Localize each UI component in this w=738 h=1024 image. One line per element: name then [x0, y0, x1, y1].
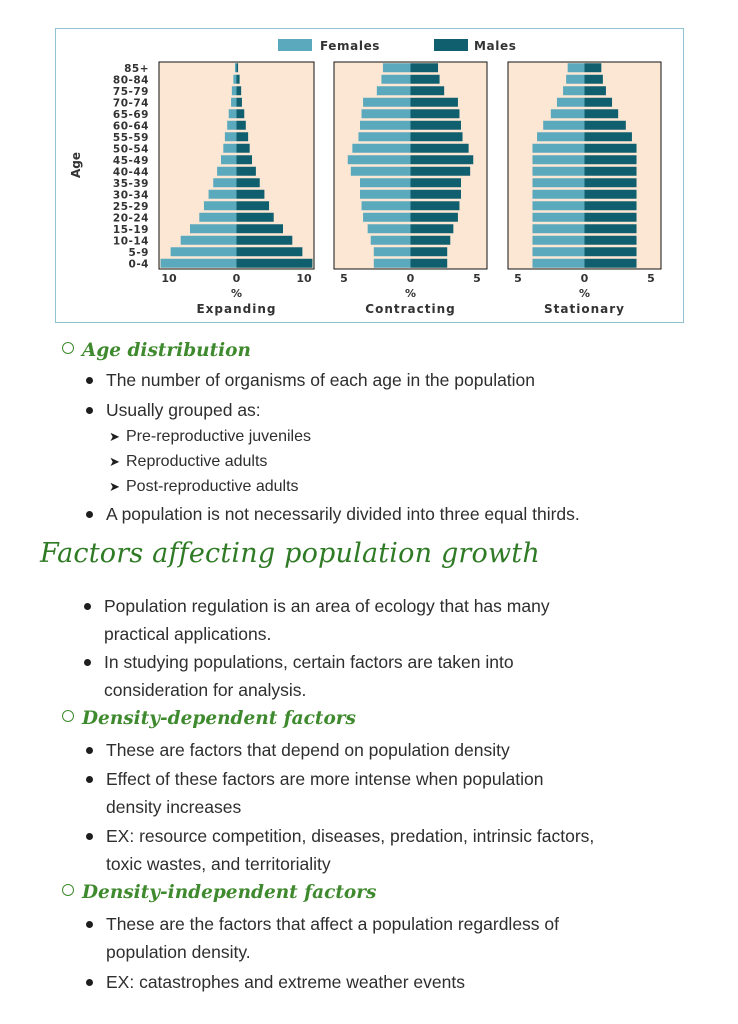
bar-males — [411, 201, 460, 210]
hollow-circle-icon — [62, 342, 74, 354]
bar-females — [363, 213, 410, 222]
bar-males — [237, 98, 242, 107]
bar-males — [411, 190, 461, 199]
bar-females — [532, 247, 584, 256]
bar-males — [237, 236, 293, 245]
bar-females — [209, 190, 237, 199]
bar-females — [358, 132, 410, 141]
x-tick-label: 5 — [340, 272, 348, 285]
bar-females — [171, 247, 237, 256]
population-pyramids-chart — [56, 29, 683, 322]
x-axis-unit: % — [230, 287, 243, 300]
bullet-dot-icon — [86, 407, 93, 414]
bullet-item: EX: catastrophes and extreme weather events — [106, 968, 465, 996]
y-tick-label: 25-29 — [112, 200, 149, 213]
bar-males — [585, 213, 637, 222]
bar-males — [237, 259, 313, 268]
bar-females — [537, 132, 584, 141]
bar-females — [221, 155, 237, 164]
density-dependent-heading: Density-dependent factors — [62, 708, 356, 729]
bar-females — [543, 121, 584, 130]
bar-females — [557, 98, 585, 107]
bullet-dot-icon — [84, 659, 91, 666]
legend-label: Males — [474, 39, 517, 53]
bullet-dot-icon — [86, 377, 93, 384]
bar-males — [585, 178, 637, 187]
bar-males — [411, 224, 454, 233]
bar-females — [161, 259, 237, 268]
bar-males — [411, 63, 439, 72]
y-tick-label: 60-64 — [112, 120, 149, 133]
bar-males — [237, 213, 274, 222]
bar-females — [204, 201, 237, 210]
bar-males — [237, 190, 265, 199]
bar-males — [237, 121, 246, 130]
bar-males — [411, 213, 458, 222]
bar-females — [360, 190, 410, 199]
y-tick-label: 65-69 — [112, 108, 149, 121]
bar-males — [237, 201, 270, 210]
bar-females — [368, 224, 411, 233]
bar-males — [411, 75, 440, 84]
bar-females — [532, 178, 584, 187]
y-tick-label: 5-9 — [128, 246, 149, 259]
bar-females — [532, 144, 584, 153]
bar-females — [348, 155, 411, 164]
bullet-dot-icon — [84, 603, 91, 610]
bar-females — [374, 247, 411, 256]
bullet-item: These are factors that depend on population density — [106, 736, 510, 764]
y-tick-label: 55-59 — [112, 131, 149, 144]
bar-males — [411, 236, 451, 245]
bullet-item: Population regulation is an area of ecology that has many practical applications. — [104, 592, 550, 648]
x-axis-unit: % — [404, 287, 417, 300]
bar-males — [237, 247, 303, 256]
age-distribution-heading: Age distribution — [62, 340, 251, 361]
bar-males — [411, 98, 458, 107]
bar-males — [585, 155, 637, 164]
arrow-item: ➤ Reproductive adults — [109, 453, 268, 470]
bar-females — [371, 236, 411, 245]
bar-females — [532, 167, 584, 176]
bar-females — [227, 121, 236, 130]
y-tick-label: 45-49 — [112, 154, 149, 167]
bar-females — [235, 63, 237, 72]
bullet-item: Usually grouped as: — [106, 396, 261, 424]
arrow-item: ➤ Post-reproductive adults — [109, 478, 299, 495]
bar-males — [411, 178, 461, 187]
bar-females — [362, 109, 411, 118]
arrowhead-icon: ➤ — [109, 429, 120, 444]
bar-males — [411, 155, 474, 164]
bullet-dot-icon — [86, 511, 93, 518]
bar-males — [411, 259, 448, 268]
arrowhead-icon: ➤ — [109, 454, 120, 469]
y-tick-label: 85+ — [124, 62, 149, 75]
bar-females — [532, 155, 584, 164]
x-axis-unit: % — [578, 287, 591, 300]
bar-males — [585, 259, 637, 268]
bar-females — [566, 75, 584, 84]
bar-females — [362, 201, 411, 210]
bar-males — [585, 201, 637, 210]
bar-males — [585, 144, 637, 153]
bar-females — [363, 98, 410, 107]
bar-females — [563, 86, 584, 95]
bullet-item: A population is not necessarily divided into three equal thirds. — [106, 500, 580, 528]
y-tick-label: 0-4 — [128, 258, 149, 271]
bar-males — [585, 190, 637, 199]
y-tick-label: 15-19 — [112, 223, 149, 236]
bar-males — [411, 247, 448, 256]
panel-title: Contracting — [365, 302, 456, 316]
bar-males — [585, 98, 613, 107]
bullet-dot-icon — [86, 921, 93, 928]
bar-females — [225, 132, 237, 141]
section-title: Factors affecting population growth — [40, 538, 540, 569]
x-tick-label: 5 — [647, 272, 655, 285]
bar-females — [532, 224, 584, 233]
bar-males — [237, 63, 239, 72]
x-tick-label: 10 — [161, 272, 177, 285]
bar-females — [374, 259, 411, 268]
bar-males — [237, 224, 284, 233]
arrow-item: ➤ Pre-reproductive juveniles — [109, 428, 311, 445]
bar-females — [352, 144, 410, 153]
bar-females — [532, 201, 584, 210]
bar-females — [181, 236, 237, 245]
bar-males — [237, 86, 242, 95]
bar-males — [585, 86, 606, 95]
bar-males — [585, 109, 619, 118]
hollow-circle-icon — [62, 710, 74, 722]
arrowhead-icon: ➤ — [109, 479, 120, 494]
y-tick-label: 75-79 — [112, 85, 149, 98]
bar-females — [351, 167, 411, 176]
bar-females — [532, 213, 584, 222]
bar-males — [237, 155, 253, 164]
bar-males — [585, 75, 603, 84]
bullet-item: EX: resource competition, diseases, predation, intrinsic factors, toxic wastes, and territoriality — [106, 822, 594, 878]
bullet-dot-icon — [86, 747, 93, 754]
bar-males — [585, 236, 637, 245]
bar-females — [377, 86, 411, 95]
bar-males — [411, 86, 445, 95]
bar-males — [237, 167, 256, 176]
bar-females — [360, 121, 410, 130]
bar-females — [532, 259, 584, 268]
y-tick-label: 70-74 — [112, 97, 149, 110]
bar-males — [411, 121, 461, 130]
bar-females — [232, 86, 237, 95]
bar-females — [190, 224, 237, 233]
bar-males — [411, 144, 469, 153]
y-axis-label: Age — [69, 151, 83, 179]
bar-males — [411, 132, 463, 141]
bar-males — [237, 132, 249, 141]
bullet-item: Effect of these factors are more intense when population density increases — [106, 765, 543, 821]
bar-males — [585, 247, 637, 256]
bullet-item: These are the factors that affect a population regardless of population density. — [106, 910, 559, 966]
bar-males — [585, 167, 637, 176]
x-tick-label: 0 — [232, 272, 241, 285]
bar-females — [217, 167, 236, 176]
legend-swatch-males — [434, 39, 468, 51]
bar-males — [585, 121, 626, 130]
bar-males — [237, 75, 240, 84]
x-tick-label: 0 — [580, 272, 589, 285]
bar-females — [381, 75, 410, 84]
bar-males — [411, 109, 460, 118]
bar-males — [411, 167, 471, 176]
bullet-dot-icon — [86, 776, 93, 783]
x-tick-label: 5 — [514, 272, 522, 285]
bar-females — [532, 190, 584, 199]
bullet-item: In studying populations, certain factors are taken into consideration for analysis. — [104, 648, 514, 704]
panel-title: Expanding — [196, 302, 277, 316]
bar-males — [237, 109, 245, 118]
bar-females — [360, 178, 410, 187]
bar-females — [233, 75, 236, 84]
bar-females — [383, 63, 411, 72]
bullet-dot-icon — [86, 833, 93, 840]
x-tick-label: 10 — [296, 272, 312, 285]
bar-females — [532, 236, 584, 245]
bar-females — [551, 109, 585, 118]
bar-females — [568, 63, 585, 72]
x-tick-label: 0 — [406, 272, 415, 285]
bullet-dot-icon — [86, 979, 93, 986]
y-tick-label: 40-44 — [112, 166, 149, 179]
y-tick-label: 50-54 — [112, 143, 149, 156]
y-tick-label: 20-24 — [112, 212, 149, 225]
y-tick-label: 10-14 — [112, 235, 149, 248]
bar-males — [237, 178, 260, 187]
bar-females — [199, 213, 236, 222]
bar-males — [237, 144, 250, 153]
bar-males — [585, 224, 637, 233]
y-tick-label: 30-34 — [112, 189, 149, 202]
y-tick-label: 80-84 — [112, 74, 149, 87]
bar-males — [585, 132, 632, 141]
panel-title: Stationary — [544, 302, 625, 316]
density-independent-heading: Density-independent factors — [62, 882, 376, 903]
legend-label: Females — [320, 39, 381, 53]
bar-females — [229, 109, 237, 118]
bar-females — [213, 178, 236, 187]
bullet-item: The number of organisms of each age in the population — [106, 366, 535, 394]
x-tick-label: 5 — [473, 272, 481, 285]
population-pyramid-figure — [55, 28, 684, 323]
bar-males — [585, 63, 602, 72]
bar-females — [231, 98, 236, 107]
y-tick-label: 35-39 — [112, 177, 149, 190]
legend-swatch-females — [278, 39, 312, 51]
hollow-circle-icon — [62, 884, 74, 896]
bar-females — [223, 144, 236, 153]
